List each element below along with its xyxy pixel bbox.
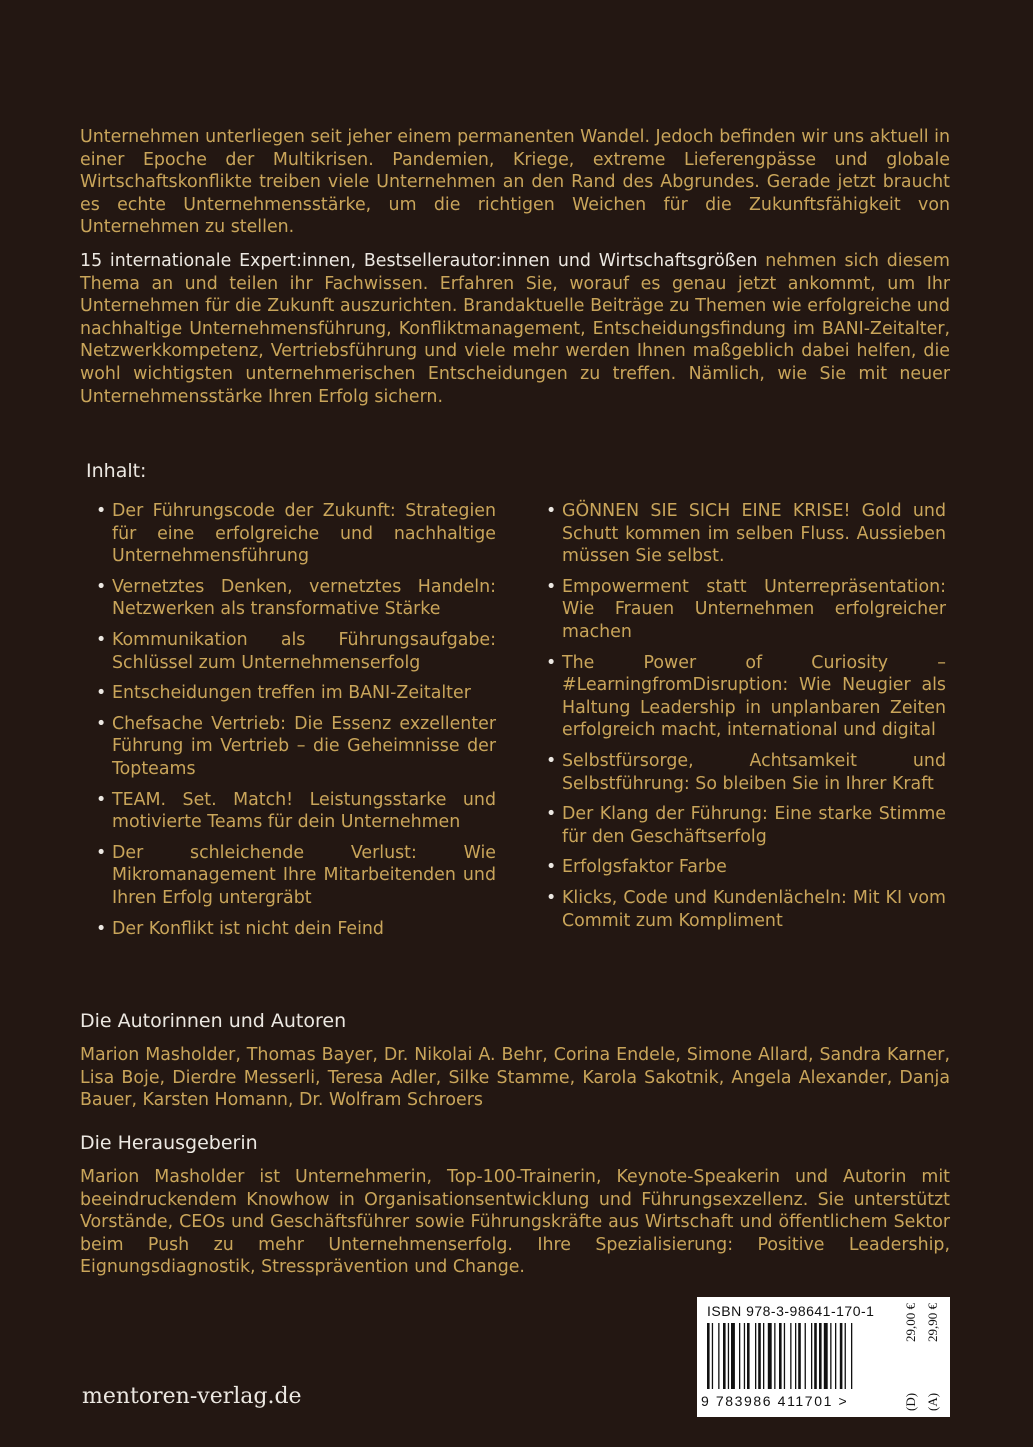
contents-item: • Vernetztes Denken, vernetztes Handeln: Netzwerken als transformative Stärke [96,576,496,621]
price-country-d: (D) [903,1392,918,1411]
contents-item: • Erfolgsfaktor Farbe [546,856,946,879]
contents-item: • TEAM. Set. Match! Leistungsstarke und motivierte Teams für dein Unternehmen [96,789,496,834]
contents-item: • Der Klang der Führung: Eine starke Stimme für den Geschäftserfolg [546,803,946,848]
contents-item: • Kommunikation als Führungsaufgabe: Schlüssel zum Unternehmenserfolg [96,629,496,674]
contents-item: • Der Führungscode der Zukunft: Strategien für eine erfolgreiche und nachhaltige Unternehmensführung [96,500,496,568]
price-value-d: 29,00 € [903,1303,918,1342]
description-lead: 15 internationale Expert:innen, Bestsellerautor:innen und Wirtschaftsgrößen [80,251,758,271]
contents-item: • Klicks, Code und Kundenlächeln: Mit KI vom Commit zum Kompliment [546,887,946,932]
description-paragraph [80,250,950,408]
contents-item: • Chefsache Vertrieb: Die Essenz exzellenter Führung im Vertrieb – die Geheimnisse der Topteams [96,713,496,781]
contents-item: • Der schleichende Verlust: Wie Mikromanagement Ihre Mitarbeitenden und Ihren Erfolg untergräbt [96,842,496,910]
contents-item: • Entscheidungen treffen im BANI-Zeitalter [96,682,496,705]
isbn-label: ISBN 978-3-98641-170-1 [707,1303,875,1319]
description-rest: nehmen sich diesem Thema an und teilen ihr Fachwissen. Erfahren Sie, worauf es genau jetzt ankommt, um Ihr Unternehmen für die Zukunft auszurichten. Brandaktuelle Beiträge zu Themen wie erfolgreiche und nachhaltige Unternehmensführung, Konfliktmanagement, Entscheidungsfindung im BANI-Zeitalter, Netzwerkkompetenz, Vertriebsführung und viele mehr werden Ihnen maßgeblich dabei helfen, die wohl wichtigsten unternehmerischen Entscheidungen zu treffen. Nämlich, wie Sie mit neuer Unternehmensstärke Ihren Erfolg sichern. [80,251,950,407]
authors-list: Marion Masholder, Thomas Bayer, Dr. Nikolai A. Behr, Corina Endele, Simone Allard, Sandra Karner, Lisa Boje, Dierdre Messerli, Teresa Adler, Silke Stamme, Karola Sakotnik, Angela Alexander, Danja Bauer, Karsten Homann, Dr. Wolfram Schroers [80,1045,950,1111]
editor-bio: Marion Masholder ist Unternehmerin, Top-100-Trainerin, Keynote-Speakerin und Autorin mit beeindruckendem Knowhow in Organisationsentwicklung und Führungsexzellenz. Sie unterstützt Vorstände, CEOs und Geschäftsführer sowie Führungskräfte aus Wirtschaft und öffentlichem Sektor beim Push zu mehr Unternehmenserfolg. Ihre Spezialisierung: Positive Leadership, Eignungsdiagnostik, Stressprävention und Change. [80,1167,950,1278]
publisher-website: mentoren-verlag.de [82,1384,302,1409]
authors-heading: Die Autorinnen und Autoren [80,1010,347,1032]
contents-item: • Empowerment statt Unterrepräsentation: Wie Frauen Unternehmen erfolgreicher machen [546,576,946,644]
contents-list-left [96,500,496,948]
barcode-icon [707,1323,891,1389]
contents-item: • Selbstfürsorge, Achtsamkeit und Selbstführung: So bleiben Sie in Ihrer Kraft [546,750,946,795]
contents-item: • Der Konflikt ist nicht dein Feind [96,918,496,941]
price-austria [925,1303,941,1411]
barcode-digits: 9 783986 411701 > [701,1393,849,1409]
isbn-barcode-box [697,1297,950,1417]
intro-paragraph: Unternehmen unterliegen seit jeher einem permanenten Wandel. Jedoch befinden wir uns aktuell in einer Epoche der Multikrisen. Pandemien, Kriege, extreme Lieferengpässe und globale Wirtschaftskonflikte treiben viele Unternehmen an den Rand des Abgrundes. Gerade jetzt braucht es echte Unternehmensstärke, um die richtigen Weichen für die Zukunftsfähigkeit von Unternehmen zu stellen. [80,127,950,238]
contents-heading: Inhalt: [86,460,147,482]
contents-item: • GÖNNEN SIE SICH EINE KRISE! Gold und Schutt kommen im selben Fluss. Aussieben müssen Sie selbst. [546,500,946,568]
contents-item: • The Power of Curiosity – #LearningfromDisruption: Wie Neugier als Haltung Leadership in unplanbaren Zeiten erfolgreich macht, international und digital [546,652,946,742]
price-value-a: 29,90 € [925,1303,940,1342]
price-germany [903,1303,919,1411]
contents-list-right [546,500,946,940]
price-country-a: (A) [925,1392,940,1411]
editor-heading: Die Herausgeberin [80,1132,258,1154]
